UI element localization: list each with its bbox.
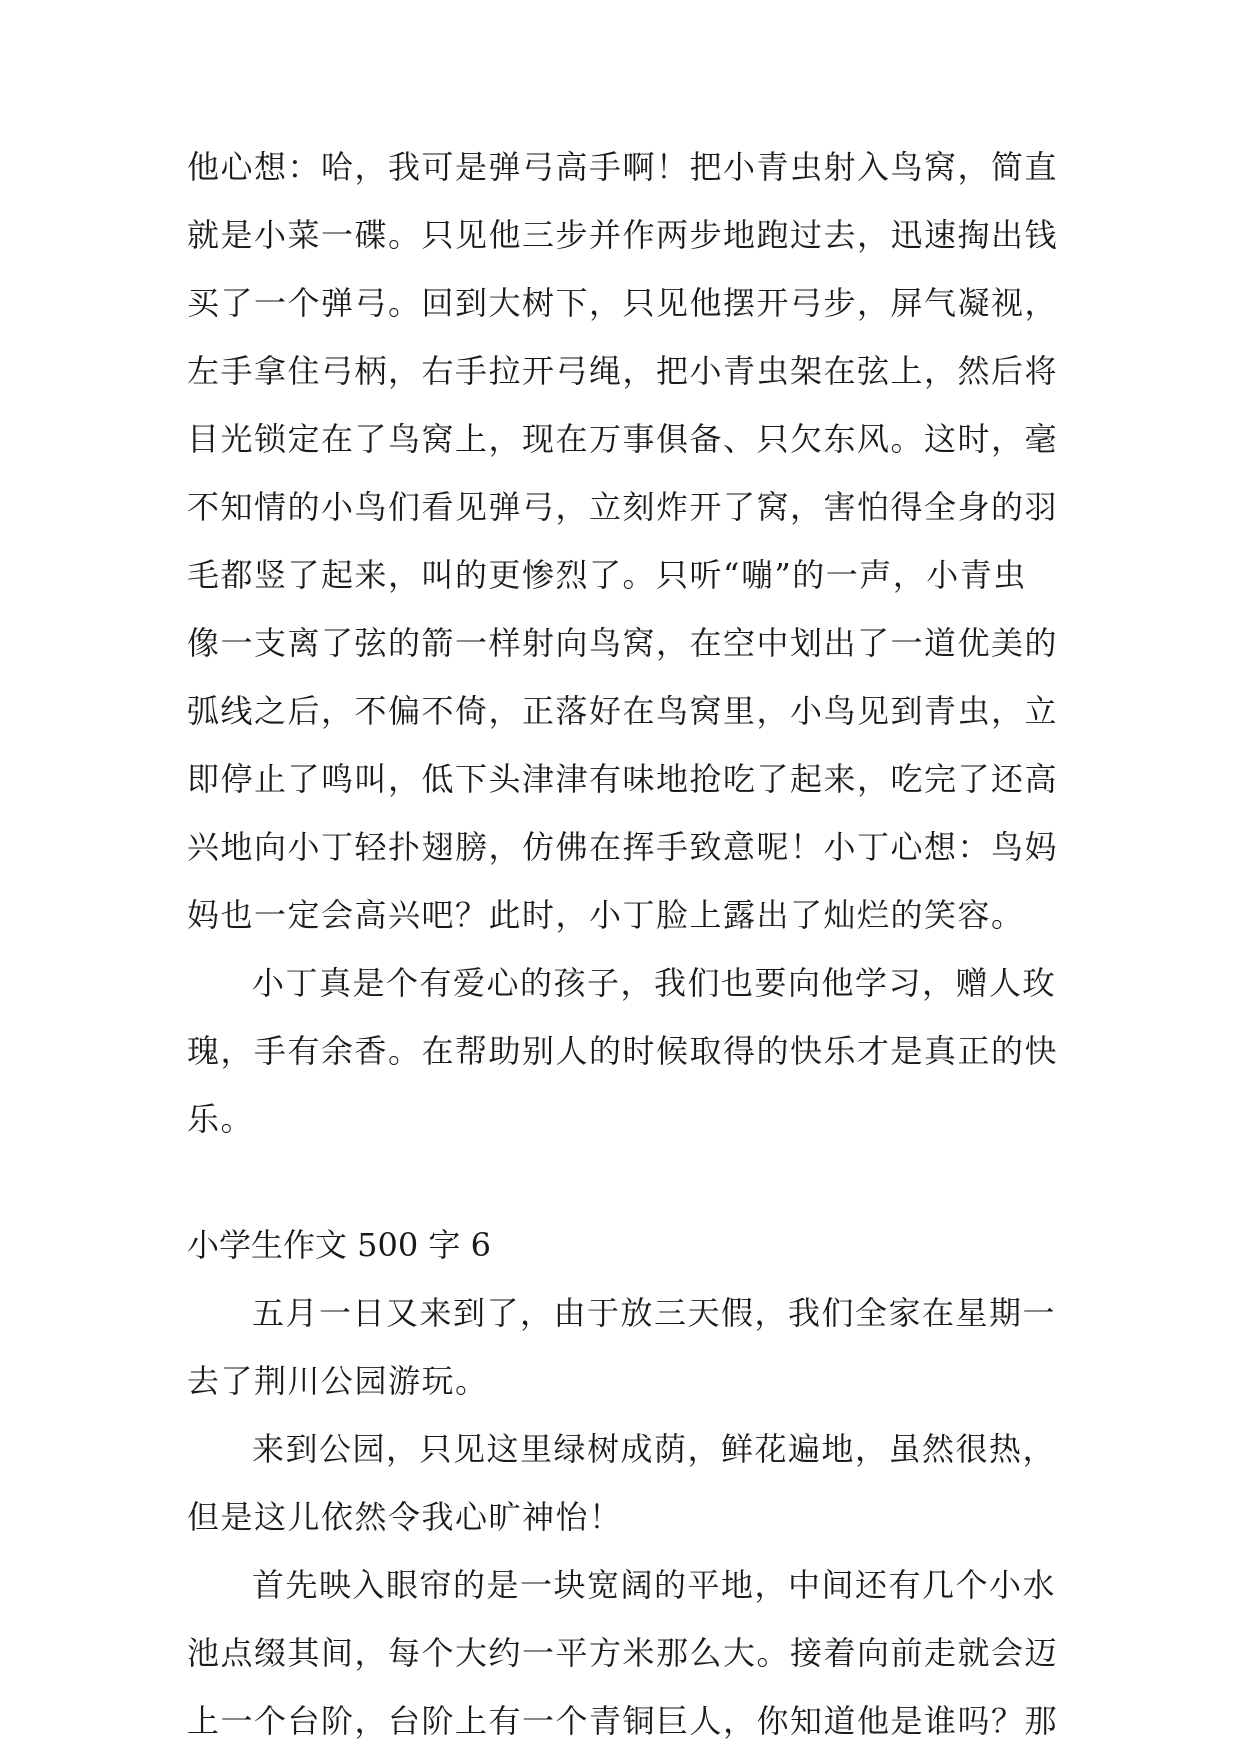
paragraph-line: 乐。 xyxy=(187,1100,255,1138)
paragraph-line: 去了荆川公园游玩。 xyxy=(187,1362,489,1400)
paragraph-line: 毛都竖了起来，叫的更惨烈了。只听“嘣”的一声，小青虫 xyxy=(187,556,1027,594)
paragraph-line: 不知情的小鸟们看见弹弓，立刻炸开了窝，害怕得全身的羽 xyxy=(187,488,1059,526)
paragraph-line: 左手拿住弓柄，右手拉开弓绳，把小青虫架在弦上，然后将 xyxy=(187,352,1059,390)
paragraph-line: 来到公园，只见这里绿树成荫，鲜花遍地，虽然很热， xyxy=(252,1430,1057,1468)
paragraph-line: 像一支离了弦的箭一样射向鸟窝，在空中划出了一道优美的 xyxy=(187,624,1059,662)
paragraph-line: 妈也一定会高兴吧？此时，小丁脸上露出了灿烂的笑容。 xyxy=(187,896,1025,934)
paragraph-line: 即停止了鸣叫，低下头津津有味地抢吃了起来，吃完了还高 xyxy=(187,760,1059,798)
paragraph-line: 五月一日又来到了，由于放三天假，我们全家在星期一 xyxy=(252,1294,1057,1332)
paragraph-line: 买了一个弹弓。回到大树下，只见他摆开弓步，屏气凝视， xyxy=(187,284,1059,322)
paragraph-line: 上一个台阶，台阶上有一个青铜巨人，你知道他是谁吗？那 xyxy=(187,1702,1059,1740)
paragraph-line: 但是这儿依然令我心旷神怡！ xyxy=(187,1498,623,1536)
paragraph-line: 瑰，手有余香。在帮助别人的时候取得的快乐才是真正的快 xyxy=(187,1032,1059,1070)
section-title: 小学生作文 500 字 6 xyxy=(187,1226,491,1264)
paragraph-line: 弧线之后，不偏不倚，正落好在鸟窝里，小鸟见到青虫，立 xyxy=(187,692,1059,730)
paragraph-line: 兴地向小丁轻扑翅膀，仿佛在挥手致意呢！小丁心想：鸟妈 xyxy=(187,828,1059,866)
paragraph-line: 池点缀其间，每个大约一平方米那么大。接着向前走就会迈 xyxy=(187,1634,1059,1672)
paragraph-line: 目光锁定在了鸟窝上，现在万事俱备、只欠东风。这时，毫 xyxy=(187,420,1059,458)
paragraph-line: 他心想：哈，我可是弹弓高手啊！把小青虫射入鸟窝，简直 xyxy=(187,148,1059,186)
paragraph-line: 就是小菜一碟。只见他三步并作两步地跑过去，迅速掏出钱 xyxy=(187,216,1059,254)
paragraph-line: 首先映入眼帘的是一块宽阔的平地，中间还有几个小水 xyxy=(252,1566,1057,1604)
paragraph-line: 小丁真是个有爱心的孩子，我们也要向他学习，赠人玫 xyxy=(252,964,1057,1002)
